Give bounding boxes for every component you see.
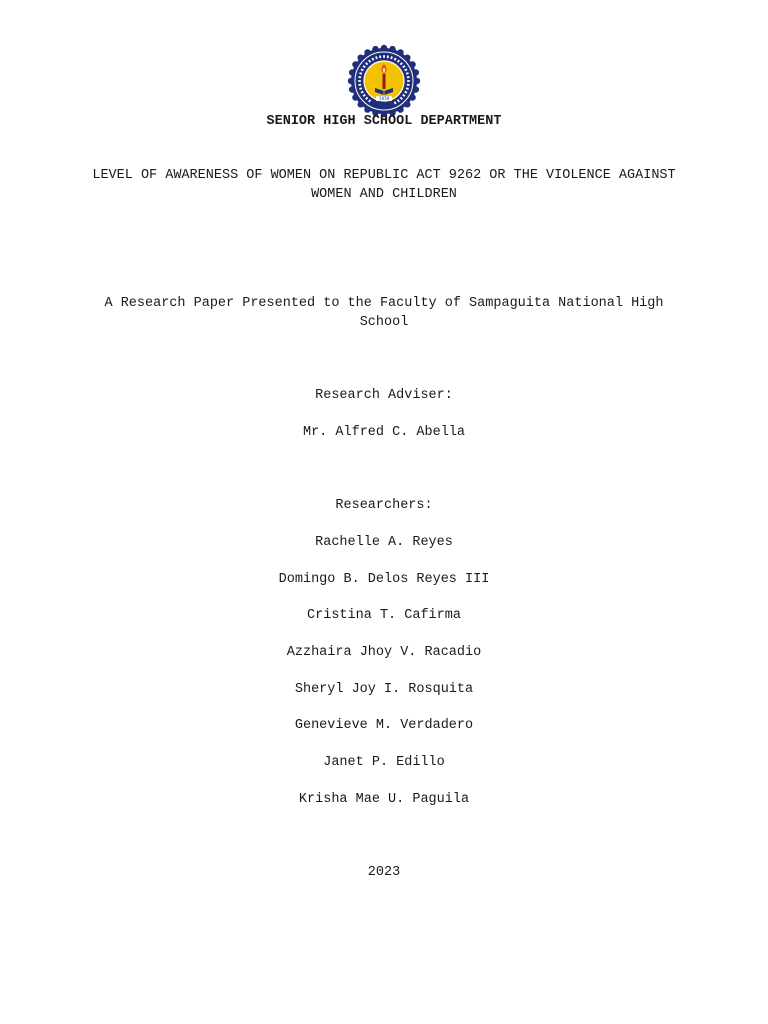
publication-year: 2023 <box>367 865 401 880</box>
researcher-name: Cristina T. Cafirma <box>307 608 461 623</box>
researcher-name: Rachelle A. Reyes <box>315 535 453 550</box>
department-heading: SENIOR HIGH SCHOOL DEPARTMENT <box>266 114 502 129</box>
researcher-name: Janet P. Edillo <box>323 755 445 770</box>
researcher-name: Azzhaira Jhoy V. Racadio <box>286 645 482 660</box>
adviser-heading: Research Adviser: <box>315 388 453 403</box>
researcher-name: Genevieve M. Verdadero <box>294 718 474 733</box>
seal-year: 1978 <box>378 96 390 101</box>
adviser-name: Mr. Alfred C. Abella <box>302 425 466 440</box>
school-seal-icon <box>347 44 421 118</box>
presentation-statement: A Research Paper Presented to the Faculty of Sampaguita National High School <box>104 296 664 330</box>
researcher-name: Sheryl Joy I. Rosquita <box>294 682 474 697</box>
researchers-heading: Researchers: <box>335 498 433 513</box>
researcher-name: Domingo B. Delos Reyes III <box>278 572 490 587</box>
researcher-name: Krisha Mae U. Paguila <box>298 792 470 807</box>
paper-title: LEVEL OF AWARENESS OF WOMEN ON REPUBLIC ACT 9262 OR THE VIOLENCE AGAINST WOMEN AND CHILDREN <box>92 168 676 202</box>
